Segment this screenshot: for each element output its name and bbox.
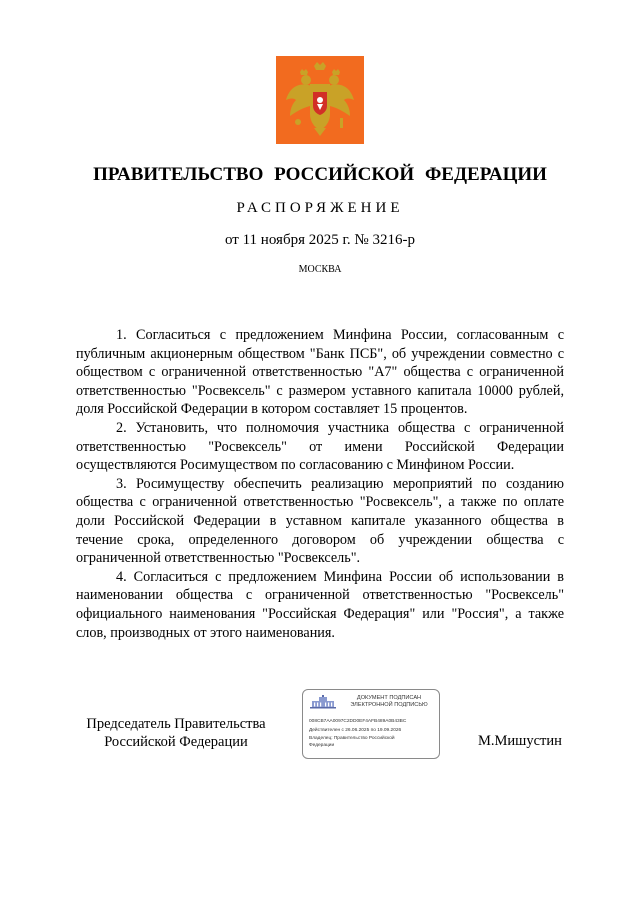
esig-owner-line1: Владелец: Правительство Российской (309, 736, 395, 741)
paragraph-3: 3. Росимуществу обеспечить реализацию мероприятий по созданию общества с ограниченной ответственностью "Росвексель", а также по оплате доли Российской Федерации в уставном капитале указанного общества в течение срока, определенного договором об учреждении общества с ограниченной ответственностью "Росвексель". (76, 475, 564, 567)
esig-heading-line1: ДОКУМЕНТ ПОДПИСАН (356, 695, 422, 701)
signatory-name: М.Мишустин (478, 733, 562, 749)
document-city: МОСКВА (298, 264, 342, 275)
paragraph-2: 2. Установить, что полномочия участника общества с ограниченной ответственностью "Росвексель" от имени Российской Федерации осуществляются Росимуществом по согласованию с Минфином России. (76, 419, 564, 474)
government-building-icon (309, 695, 337, 709)
coat-of-arms-emblem (276, 56, 364, 144)
signatory-position-line2: Российской Федерации (104, 734, 248, 750)
document-body (76, 326, 564, 642)
document-date-number: от 11 ноября 2025 г. № 3216-р (225, 232, 415, 248)
coat-of-arms-icon (276, 56, 364, 144)
esig-validity: Действителен с 26.06.2025 по 19.09.2026 (309, 728, 402, 733)
document-type: РАСПОРЯЖЕНИЕ (236, 200, 404, 216)
esig-heading (343, 695, 435, 708)
electronic-signature-stamp (302, 689, 440, 759)
signatory-position (76, 715, 276, 751)
esig-certificate: 008CB7AA0097C2DD0EF4AFB489A0B43BC (309, 719, 407, 724)
paragraph-1: 1. Согласиться с предложением Минфина России, согласованным с публичным акционерным обществом "Банк ПСБ", об учреждении совместно с обществом с ограниченной ответственностью "А7" общества с ограниченной ответственностью "Росвексель" с размером уставного капитала 10000 рублей, доля Российской Федерации в котором составляет 15 процентов. (76, 327, 564, 418)
esig-owner-line2: Федерации (309, 743, 335, 748)
paragraph-4: 4. Согласиться с предложением Минфина России об использовании в наименовании общества с ограниченной ответственностью "Росвексель" официального наименования "Российская Федерация" или "Россия", а также слов, производных от этого наименования. (76, 568, 564, 641)
government-title: ПРАВИТЕЛЬСТВО РОССИЙСКОЙ ФЕДЕРАЦИИ (93, 164, 547, 185)
signatory-position-line1: Председатель Правительства (86, 716, 266, 732)
esig-heading-line2: ЭЛЕКТРОННОЙ ПОДПИСЬЮ (350, 701, 428, 708)
